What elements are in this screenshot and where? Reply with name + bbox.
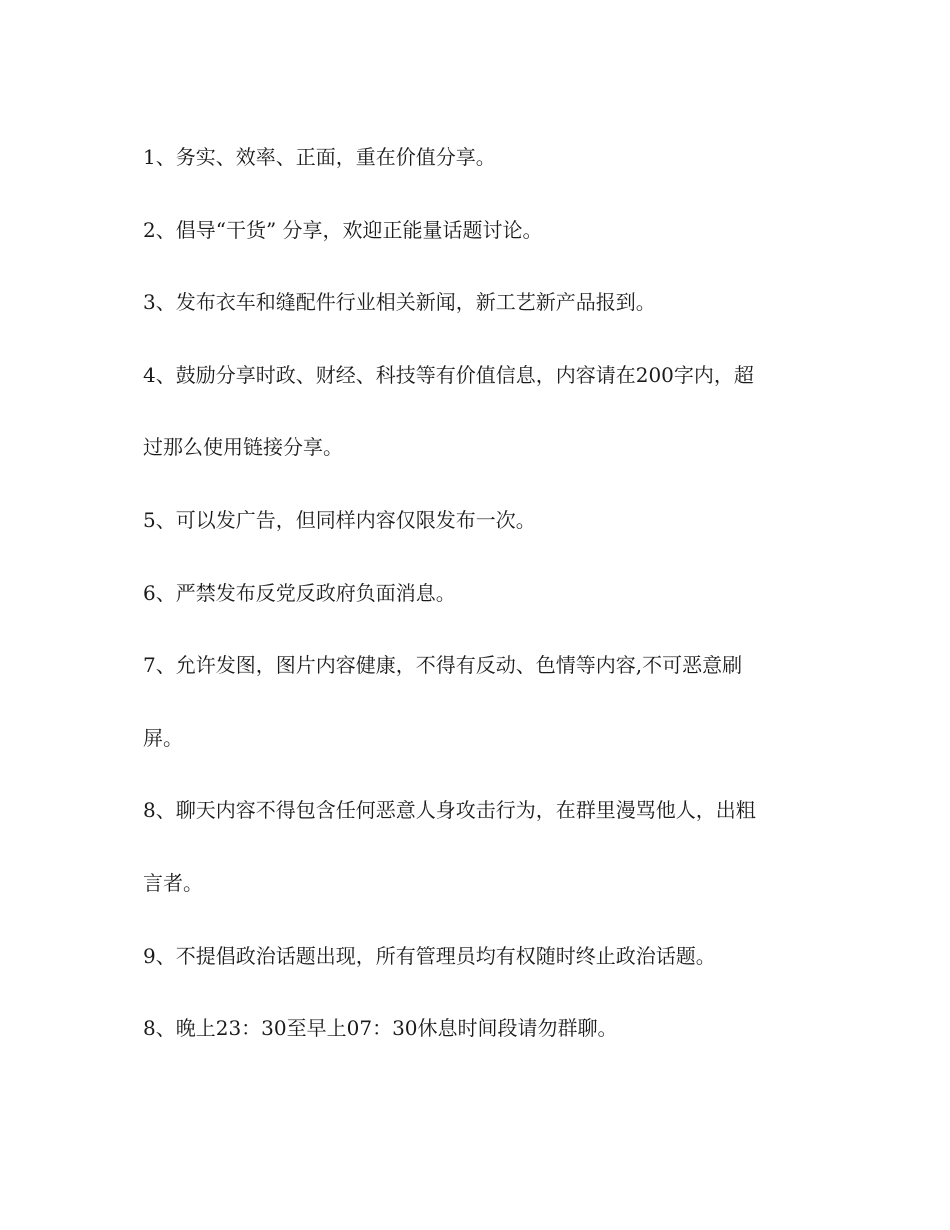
rule-line-4: 4、鼓励分享时政、财经、科技等有价值信息，内容请在200字内，超 [143, 362, 754, 387]
blank-line [143, 974, 813, 1010]
blank-line [143, 466, 813, 502]
blank-line [143, 538, 813, 574]
rule-line-8-continued: 言者。 [143, 870, 203, 895]
rule-line-2: 2、倡导“干货” 分享，欢迎正能量话题讨论。 [143, 217, 543, 242]
rule-line-6: 6、严禁发布反党反政府负面消息。 [143, 580, 456, 605]
rule-line-3: 3、发布衣车和缝配件行业相关新闻，新工艺新产品报到。 [143, 290, 656, 315]
rule-line-7: 7、允许发图，图片内容健康，不得有反动、色情等内容,不可恶意刷 [143, 653, 743, 678]
rule-line-1: 1、务实、效率、正面，重在价值分享。 [143, 145, 496, 169]
blank-line [143, 393, 813, 429]
blank-line [143, 683, 813, 719]
blank-line [143, 756, 813, 792]
rule-line-7-continued: 屏。 [143, 725, 183, 750]
blank-line [143, 611, 813, 647]
rule-line-4-continued: 过那么使用链接分享。 [143, 435, 343, 460]
blank-line [143, 829, 813, 865]
blank-line [143, 320, 813, 356]
blank-line [143, 901, 813, 937]
rule-line-8: 8、聊天内容不得包含任何恶意人身攻击行为，在群里漫骂他人，出粗 [143, 798, 756, 823]
rule-line-5: 5、可以发广告，但同样内容仅限发布一次。 [143, 507, 536, 532]
blank-line [143, 248, 813, 284]
rule-line-9: 9、不提倡政治话题出现，所有管理员均有权随时终止政治话题。 [143, 943, 716, 968]
rule-line-10: 8、晚上23：30至早上07：30休息时间段请勿群聊。 [143, 1016, 618, 1041]
rules-content [143, 139, 813, 1046]
blank-line [143, 175, 813, 211]
